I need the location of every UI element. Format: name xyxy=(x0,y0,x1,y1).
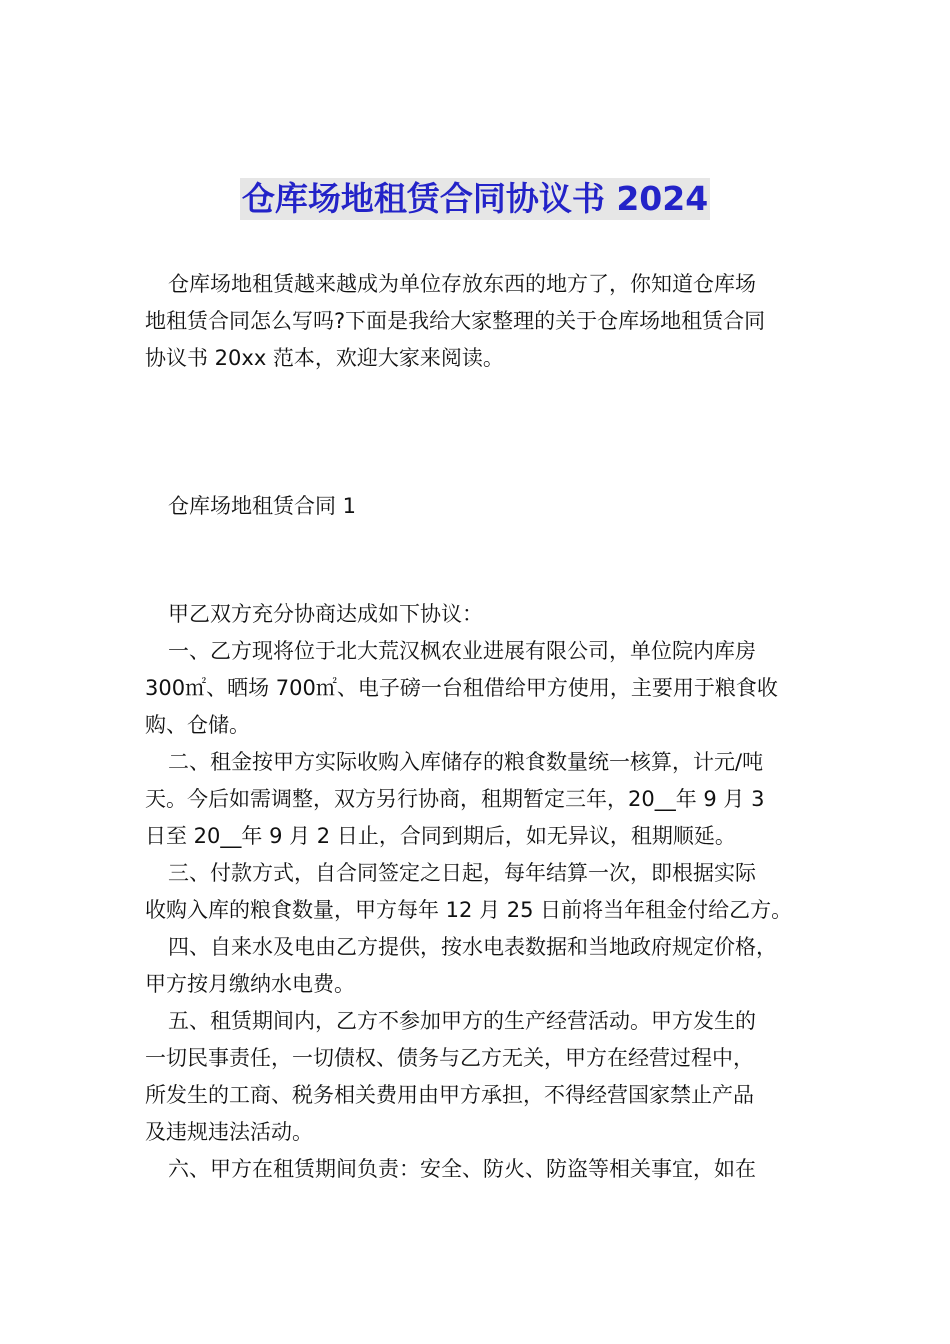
body-paragraph xyxy=(145,744,835,855)
body-line: 一切民事责任，一切债权、债务与乙方无关，甲方在经营过程中， xyxy=(145,1046,754,1070)
intro-paragraph xyxy=(145,266,825,377)
section-heading-text: 仓库场地租赁合同 1 xyxy=(168,494,357,518)
body-line: 甲乙双方充分协商达成如下协议： xyxy=(168,602,483,626)
body-line: 三、付款方式，自合同签定之日起，每年结算一次，即根据实际 xyxy=(168,861,756,885)
body-line: 四、自来水及电由乙方提供，按水电表数据和当地政府规定价格， xyxy=(168,935,777,959)
contract-body xyxy=(145,596,835,1188)
body-line: 购、仓储。 xyxy=(145,713,250,737)
body-paragraph xyxy=(145,1003,835,1151)
body-line: 甲方按月缴纳水电费。 xyxy=(145,972,355,996)
body-paragraph xyxy=(145,633,835,744)
body-line: 天。今后如需调整，双方另行协商，租期暂定三年，20__年 9 月 3 xyxy=(145,787,765,811)
body-line: 一、乙方现将位于北大荒汉枫农业进展有限公司，单位院内库房 xyxy=(168,639,756,663)
body-line: 五、租赁期间内，乙方不参加甲方的生产经营活动。甲方发生的 xyxy=(168,1009,756,1033)
body-line: 收购入库的粮食数量，甲方每年 12 月 25 日前将当年租金付给乙方。 xyxy=(145,898,793,922)
intro-line: 协议书 20xx 范本，欢迎大家来阅读。 xyxy=(145,346,504,370)
intro-line: 仓库场地租赁越来越成为单位存放东西的地方了，你知道仓库场 xyxy=(168,272,756,296)
body-paragraph xyxy=(145,1151,835,1188)
intro-line: 地租赁合同怎么写吗?下面是我给大家整理的关于仓库场地租赁合同 xyxy=(145,309,766,333)
body-paragraph xyxy=(145,596,835,633)
title-container xyxy=(0,178,950,220)
body-line: 所发生的工商、税务相关费用由甲方承担，不得经营国家禁止产品 xyxy=(145,1083,754,1107)
body-paragraph xyxy=(145,929,835,1003)
body-line: 及违规违法活动。 xyxy=(145,1120,313,1144)
body-line: 六、甲方在租赁期间负责：安全、防火、防盗等相关事宜，如在 xyxy=(168,1157,756,1181)
section-heading xyxy=(145,488,825,525)
document-title: 仓库场地租赁合同协议书 2024 xyxy=(241,179,709,218)
body-line: 日至 20__年 9 月 2 日止，合同到期后，如无异议，租期顺延。 xyxy=(145,824,736,848)
body-line: 二、租金按甲方实际收购入库储存的粮食数量统一核算，计元/吨 xyxy=(168,750,764,774)
body-paragraph xyxy=(145,855,835,929)
body-line: 300㎡、晒场 700㎡、电子磅一台租借给甲方使用，主要用于粮食收 xyxy=(145,676,778,700)
